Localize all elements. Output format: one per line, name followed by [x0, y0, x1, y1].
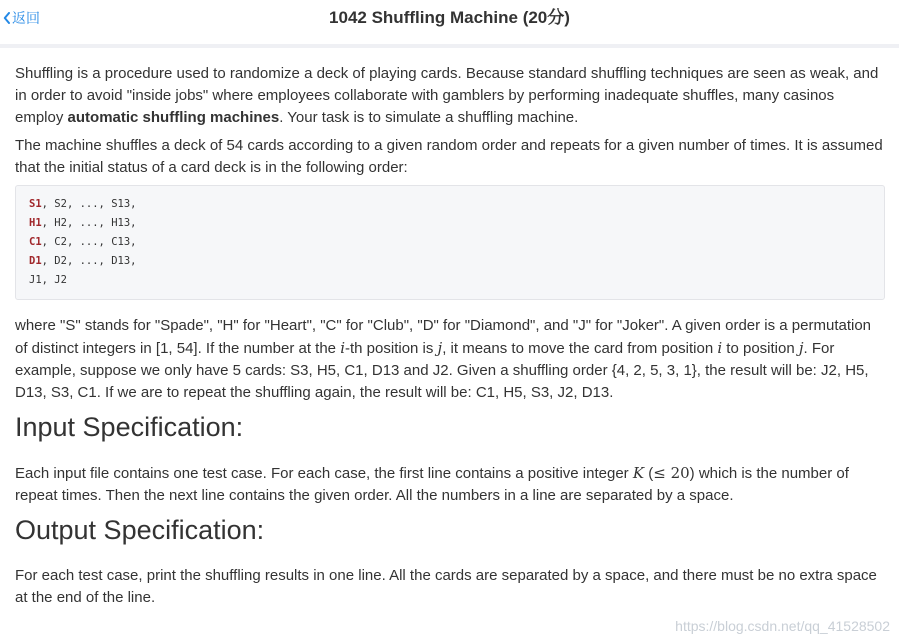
output-spec-paragraph: For each test case, print the shuffling results in one line. All the cards are separated by a space, and there must be no extra space at the end of the line. [15, 567, 877, 606]
output-spec-heading: Output Specification: [15, 515, 265, 545]
intro-bold-text: automatic shuffling machines [67, 109, 280, 126]
code-line [29, 214, 871, 233]
header-bar [0, 0, 899, 44]
intro-text: Shuffling is a procedure used to randomize a deck of playing cards. Because standard shuffling techniques are seen as weak, and in order to avoid "inside jobs" where employees collaborate with gamblers by performing inadequate shuffles, many casinos employ [15, 65, 879, 126]
code-rest: , C2, ..., C13, [41, 236, 137, 248]
where-text: , it means to move the card from position [442, 340, 718, 357]
where-text: where "S" stands for "Spade", "H" for "Heart", "C" for "Club", "D" for "Diamond", and "J" for "Joker". A given order is a permutation of distinct integers in [1, 54]. If the number at the [15, 317, 872, 357]
intro-text-end: . Your task is to simulate a shuffling machine. [279, 109, 579, 126]
intro-paragraph [15, 63, 885, 129]
back-label: 返回 [12, 10, 40, 26]
code-rest: , D2, ..., D13, [41, 255, 137, 267]
input-text: ) which is the number of repeat times. Then the next line contains the given order. All the numbers in a line are separated by a space. [15, 465, 849, 504]
math-var-k: K [632, 464, 645, 482]
math-var-i: i [340, 339, 345, 357]
math-leq: ≤ 20 [653, 464, 690, 482]
code-line [29, 252, 871, 271]
where-text: . For example, suppose we only have 5 cards: S3, H5, C1, D13 and J2. Given a shuffling order {4, 2, 5, 3, 1}, the result will be: J2, H5, D13, S3, C1. If we are to repeat the shuffling again, the result will be: C1, H5, S3, J2, D13. [15, 340, 869, 401]
code-rest: , S2, ..., S13, [41, 198, 137, 210]
watermark: https://blog.csdn.net/qq_41528502 [675, 618, 890, 634]
code-lead: C1 [29, 236, 42, 248]
math-var-j: j [437, 339, 443, 357]
math-var-j: j [798, 339, 804, 357]
code-line [29, 195, 871, 214]
problem-content [0, 48, 899, 643]
page-title: 1042 Shuffling Machine (20分) [329, 8, 570, 27]
code-lead: H1 [29, 217, 42, 229]
code-line [29, 271, 871, 290]
code-lead: S1 [29, 198, 42, 210]
input-text: ( [644, 465, 654, 482]
code-lead: D1 [29, 255, 42, 267]
where-text: -th position is [345, 340, 438, 357]
input-spec-heading: Input Specification: [15, 412, 244, 442]
code-block [15, 185, 885, 300]
input-spec-paragraph [15, 462, 885, 507]
code-rest: J1, J2 [29, 274, 67, 286]
where-text: to position [722, 340, 799, 357]
code-line [29, 233, 871, 252]
code-rest: , H2, ..., H13, [41, 217, 137, 229]
input-text: Each input file contains one test case. For each case, the first line contains a positive integer [15, 465, 633, 482]
math-var-i: i [717, 339, 723, 357]
machine-paragraph: The machine shuffles a deck of 54 cards according to a given random order and repeats for a given number of times. It is assumed that the initial status of a card deck is in the following order: [15, 137, 883, 176]
where-paragraph [15, 315, 885, 404]
